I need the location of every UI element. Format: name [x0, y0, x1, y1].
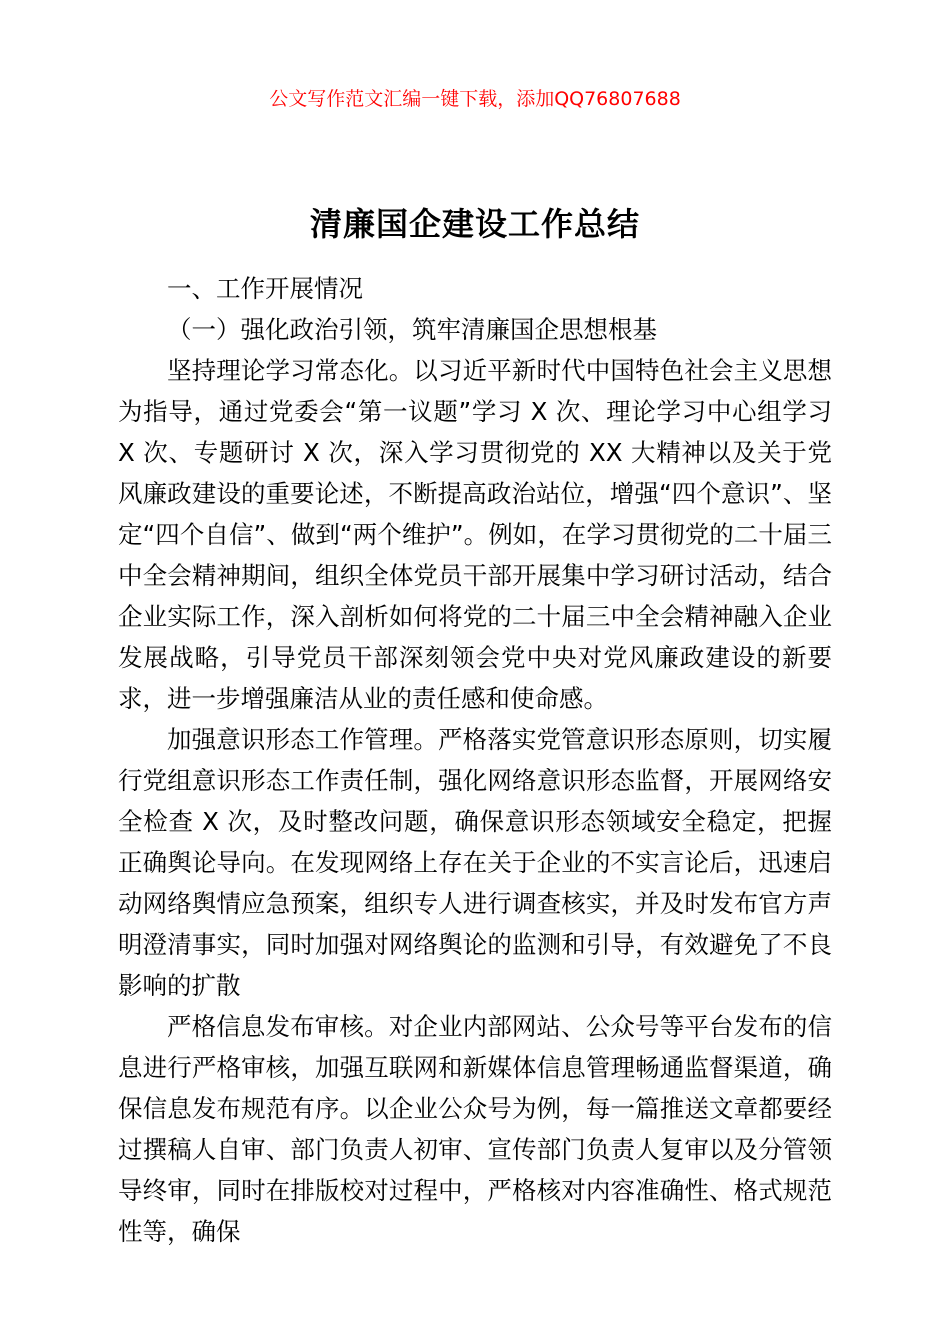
section-heading-1: 一、工作开展情况	[167, 274, 363, 303]
page-title: 清廉国企建设工作总结	[309, 205, 640, 244]
body-paragraph-3: 严格信息发布审核。对企业内部网站、公众号等平台发布的信息进行严格审核，加强互联网和新媒体信息管理畅通监督渠道，确保信息发布规范有序。以企业公众号为例，每一篇推送文章都要经过撰稿人自审、部门负责人初审、宣传部门负责人复审以及分管领导终审，同时在排版校对过程中，严格核对内容准确性、格式规范性等，确保	[118, 1012, 832, 1246]
body-paragraph-2: 加强意识形态工作管理。严格落实党管意识形态原则，切实履行党组意识形态工作责任制，强化网络意识形态监督，开展网络安全检查 X 次，及时整改问题，确保意识形态领域安全稳定，把握正确舆论导向。在发现网络上存在关于企业的不实言论后，迅速启动网络舆情应急预案，组织专人进行调查核实，并及时发布官方声明澄清事实，同时加强对网络舆论的监测和引导，有效避免了不良影响的扩散	[118, 725, 832, 1000]
body-paragraph-1: 坚持理论学习常态化。以习近平新时代中国特色社会主义思想为指导，通过党委会“第一议题”学习 X 次、理论学习中心组学习 X 次、专题研讨 X 次，深入学习贯彻党的 XX 大精神以及关于党风廉政建设的重要论述，不断提高政治站位，增强“四个意识”、坚定“四个自信”、做到“两个维护”。例如，在学习贯彻党的二十届三中全会精神期间，组织全体党员干部开展集中学习研讨活动，结合企业实际工作，深入剖析如何将党的二十届三中全会精神融入企业发展战略，引导党员干部深刻领会党中央对党风廉政建设的新要求，进一步增强廉洁从业的责任感和使命感。	[118, 356, 832, 713]
subsection-heading-1: （一）强化政治引领，筑牢清廉国企思想根基	[167, 315, 657, 344]
advertisement-banner: 公文写作范文汇编一键下载，添加QQ76807688	[269, 88, 681, 110]
document-body	[118, 268, 832, 1252]
